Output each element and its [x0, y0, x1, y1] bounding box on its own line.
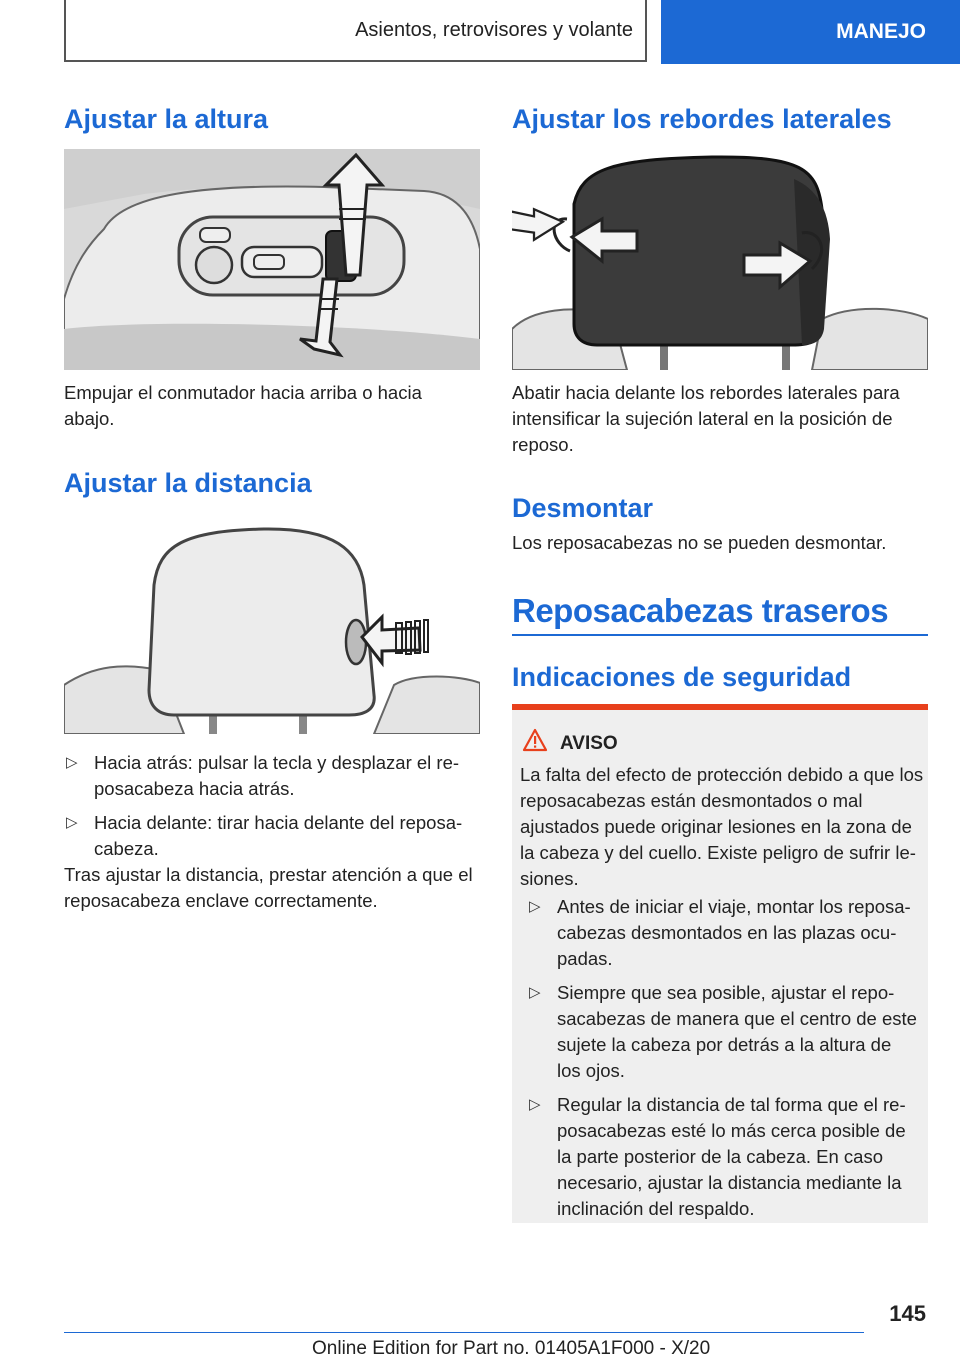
- triangle-right-icon: ▷: [66, 754, 78, 771]
- list-item: ▷ Hacia atrás: pulsar la tecla y desplazar el re-posacabeza hacia atrás.: [66, 752, 460, 799]
- warning-box: [512, 704, 928, 1223]
- distance-bullet-list: [64, 750, 474, 870]
- heading-remove: Desmontar: [512, 493, 654, 523]
- seat-switch-illustration: [64, 149, 480, 370]
- triangle-right-icon: ▷: [529, 898, 541, 915]
- section-title: Asientos, retrovisores y volante: [355, 18, 633, 41]
- list-item: ▷ Siempre que sea posible, ajustar el repo-sacabezas de manera que el centro de este sujete la cabeza por detrás a la altura de los ojos.: [529, 982, 917, 1081]
- warning-bullet-list: [527, 894, 917, 1230]
- warning-body: La falta del efecto de protección debido a que los reposacabezas están desmontados o mal ajustados puede originar lesiones en la zona de la cabeza y del cuello. Existe peligro de sufrir le-siones.: [520, 764, 924, 889]
- warning-triangle-icon: [522, 728, 548, 757]
- warning-title: AVISO: [560, 733, 618, 754]
- footer-rule: [64, 1332, 864, 1333]
- heading-side-bolsters: Ajustar los rebordes laterales: [512, 104, 892, 134]
- chapter-title: MANEJO: [836, 20, 926, 43]
- heading-rear-headrests: Reposacabezas traseros: [512, 592, 889, 629]
- triangle-right-icon: ▷: [66, 814, 78, 831]
- page-number: 145: [889, 1301, 926, 1326]
- list-item: ▷ Regular la distancia de tal forma que el re-posacabezas esté lo más cerca posible de la parte posterior de la cabeza. En caso necesario, ajustar la distancia mediante la inclinación del respaldo.: [529, 1094, 906, 1219]
- list-item: ▷ Hacia delante: tirar hacia delante del reposa-cabeza.: [66, 812, 463, 859]
- warning-bar: [512, 704, 928, 710]
- heading-safety-notes: Indicaciones de seguridad: [512, 662, 852, 692]
- list-item: ▷ Antes de iniciar el viaje, montar los reposa-cabezas desmontados en las plazas ocu-padas.: [529, 896, 911, 969]
- footer-edition: Online Edition for Part no. 01405A1F000 - X/20: [312, 1338, 711, 1359]
- heading-adjust-height: Ajustar la altura: [64, 104, 269, 134]
- paragraph-height: Empujar el conmutador hacia arriba o hacia abajo.: [64, 382, 422, 429]
- paragraph-side-bolsters: Abatir hacia delante los rebordes laterales para intensificar la sujeción lateral en la posición de reposo.: [512, 382, 900, 455]
- header-chapter-tab: [661, 0, 960, 64]
- header-section-title: [64, 0, 647, 62]
- headrest-distance-illustration: [64, 525, 480, 734]
- triangle-right-icon: ▷: [529, 984, 541, 1001]
- heading-adjust-distance: Ajustar la distancia: [64, 468, 312, 498]
- paragraph-after-distance: Tras ajustar la distancia, prestar atención a que el reposacabeza enclave correctamente.: [64, 864, 473, 911]
- triangle-right-icon: ▷: [529, 1096, 541, 1113]
- heading-rule: [512, 634, 928, 636]
- paragraph-remove: Los reposacabezas no se pueden desmontar.: [512, 532, 887, 553]
- side-bolster-illustration: [512, 149, 928, 370]
